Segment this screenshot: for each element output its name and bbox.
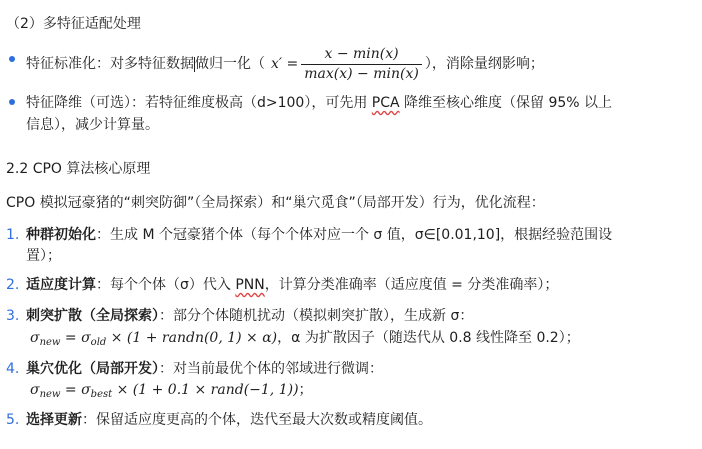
section-title: （2）多特征适配处理: [6, 16, 141, 32]
step-title: 刺突扩散（全局探索）: [26, 308, 159, 324]
step-text: ：对当前最优个体的邻域进行微调：: [159, 361, 383, 377]
bullet-dot: [9, 56, 15, 62]
step-selection-update: [26, 410, 432, 430]
step-nest-optimization: [26, 359, 383, 379]
formula-lhs: x′ =: [271, 56, 299, 72]
diffusion-formula: $\sigma_{new} = \sigma_{old} \times (1$ + randn(0, 1) × α): [30, 330, 278, 348]
step-population-init: [26, 225, 612, 245]
step-title: 巢穴优化（局部开发）: [26, 361, 159, 377]
bullet-dimension-reduction: [26, 93, 612, 113]
bullet2-text-a: 特征降维（可选）：若特征维度极高（d>100），可先用: [26, 95, 372, 111]
step-text: ，计算分类准确率（适应度值 = 分类准确率）；: [264, 277, 559, 293]
normalization-fraction: [301, 45, 422, 84]
step3-formula-line: [30, 328, 580, 353]
step-text: ：保留适应度更高的个体，迭代至最大次数或精度阈值。: [82, 412, 432, 428]
bullet1-suffix: ），消除量纲影响；: [424, 56, 544, 72]
pca-term: PCA: [371, 95, 400, 111]
step-title: 种群初始化: [26, 227, 96, 243]
bullet-standardization: [26, 42, 544, 86]
subsection-heading: 2.2 CPO 算法核心原理: [6, 161, 151, 177]
step-fitness: [26, 275, 558, 295]
step-number: 5.: [6, 412, 20, 428]
step-text: ：每个个体（σ）代入: [96, 277, 236, 293]
intro-paragraph: CPO 模拟冠豪猪的“刺突防御”（全局探索）和“巢穴觅食”（局部开发）行为，优化流程：: [6, 195, 545, 211]
step-number: 3.: [6, 308, 20, 324]
bullet2-text-b: 降维至核心维度（保留 95% 以上: [399, 95, 613, 111]
step-text-continued: 置）；: [26, 248, 61, 264]
fraction-denominator: max(x) − min(x): [304, 65, 419, 82]
step-text: ：部分个体随机扰动（模拟刺突扩散），生成新 σ：: [159, 308, 474, 324]
bullet-dot: [9, 99, 15, 105]
bullet2-line2: 信息），减少计算量。: [26, 117, 159, 133]
bullet1-prefix2: 做归一化（: [195, 56, 265, 72]
step-number: 2.: [6, 277, 20, 293]
bullet1-prefix: 特征标准化：对多特征数据: [26, 56, 194, 72]
pnn-term: PNN: [235, 277, 265, 293]
step-number: 1.: [6, 227, 20, 243]
step4-formula-line: [30, 380, 313, 405]
step-title: 适应度计算: [26, 277, 96, 293]
step-text: ：生成 M 个冠豪猪个体（每个个体对应一个 σ 值，σ∈[0.01,10]，根据经验范围设: [96, 227, 613, 243]
step-title: 选择更新: [26, 412, 82, 428]
fraction-numerator: x − min(x): [324, 45, 399, 62]
step-spike-diffusion: [26, 306, 473, 326]
local-search-formula: $\sigma_{new} = \sigma_{best} \times (1 + 0.1$ × rand(−1, 1)): [30, 382, 299, 400]
step-text: ；: [298, 382, 313, 398]
step-text: ，α 为扩散因子（随迭代从 0.8 线性降至 0.2）；: [277, 330, 580, 346]
step-number: 4.: [6, 361, 20, 377]
